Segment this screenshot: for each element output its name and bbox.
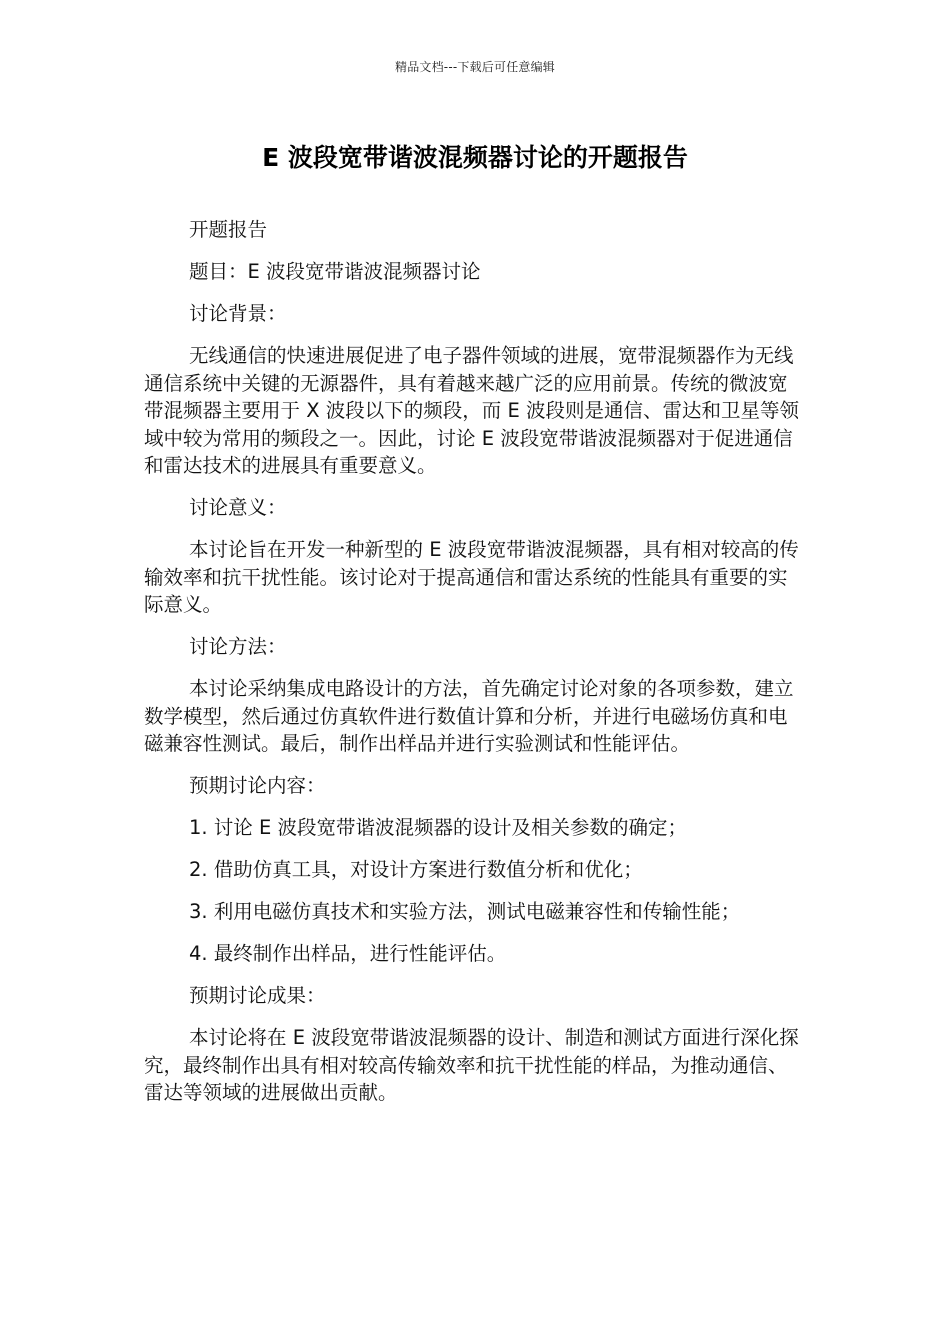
list-item-content-2: 2. 借助仿真工具，对设计方案进行数值分析和优化；: [189, 858, 643, 881]
paragraph-significance: 本讨论旨在开发一种新型的 E 波段宽带谐波混频器，具有相对较高的传输效率和抗干扰性能。该讨论对于提高通信和雷达系统的性能具有重要的实际意义。: [144, 538, 799, 616]
report-label: 开题报告: [189, 218, 268, 241]
document-title: E 波段宽带谐波混频器讨论的开题报告: [262, 143, 688, 172]
section-heading-results: 预期讨论成果：: [189, 984, 326, 1007]
topic-line: 题目：E 波段宽带谐波混频器讨论: [189, 260, 481, 283]
header-note: 精品文档---下载后可任意编辑: [395, 60, 555, 74]
document-body: [144, 216, 804, 1121]
paragraph-method: 本讨论采纳集成电路设计的方法，首先确定讨论对象的各项参数，建立数学模型，然后通过仿真软件进行数值计算和分析，并进行电磁场仿真和电磁兼容性测试。最后，制作出样品并进行实验测试和性能评估。: [144, 677, 794, 755]
list-item-content-4: 4. 最终制作出样品，进行性能评估。: [189, 942, 507, 965]
list-item-content-1: 1. 讨论 E 波段宽带谐波混频器的设计及相关参数的确定；: [189, 816, 688, 839]
section-heading-background: 讨论背景：: [189, 302, 287, 325]
section-heading-content: 预期讨论内容：: [189, 774, 326, 797]
list-item-content-3: 3. 利用电磁仿真技术和实验方法，测试电磁兼容性和传输性能；: [189, 900, 741, 923]
paragraph-results: 本讨论将在 E 波段宽带谐波混频器的设计、制造和测试方面进行深化探究，最终制作出具有相对较高传输效率和抗干扰性能的样品，为推动通信、雷达等领域的进展做出贡献。: [144, 1026, 799, 1104]
section-heading-method: 讨论方法：: [189, 635, 287, 658]
paragraph-background: 无线通信的快速进展促进了电子器件领域的进展，宽带混频器作为无线通信系统中关键的无源器件，具有着越来越广泛的应用前景。传统的微波宽带混频器主要用于 X 波段以下的频段，而 E 波段则是通信、雷达和卫星等领域中较为常用的频段之一。因此，讨论 E 波段宽带谐波混频器对于促进通信和雷达技术的进展具有重要意义。: [144, 344, 799, 477]
section-heading-significance: 讨论意义：: [189, 496, 287, 519]
